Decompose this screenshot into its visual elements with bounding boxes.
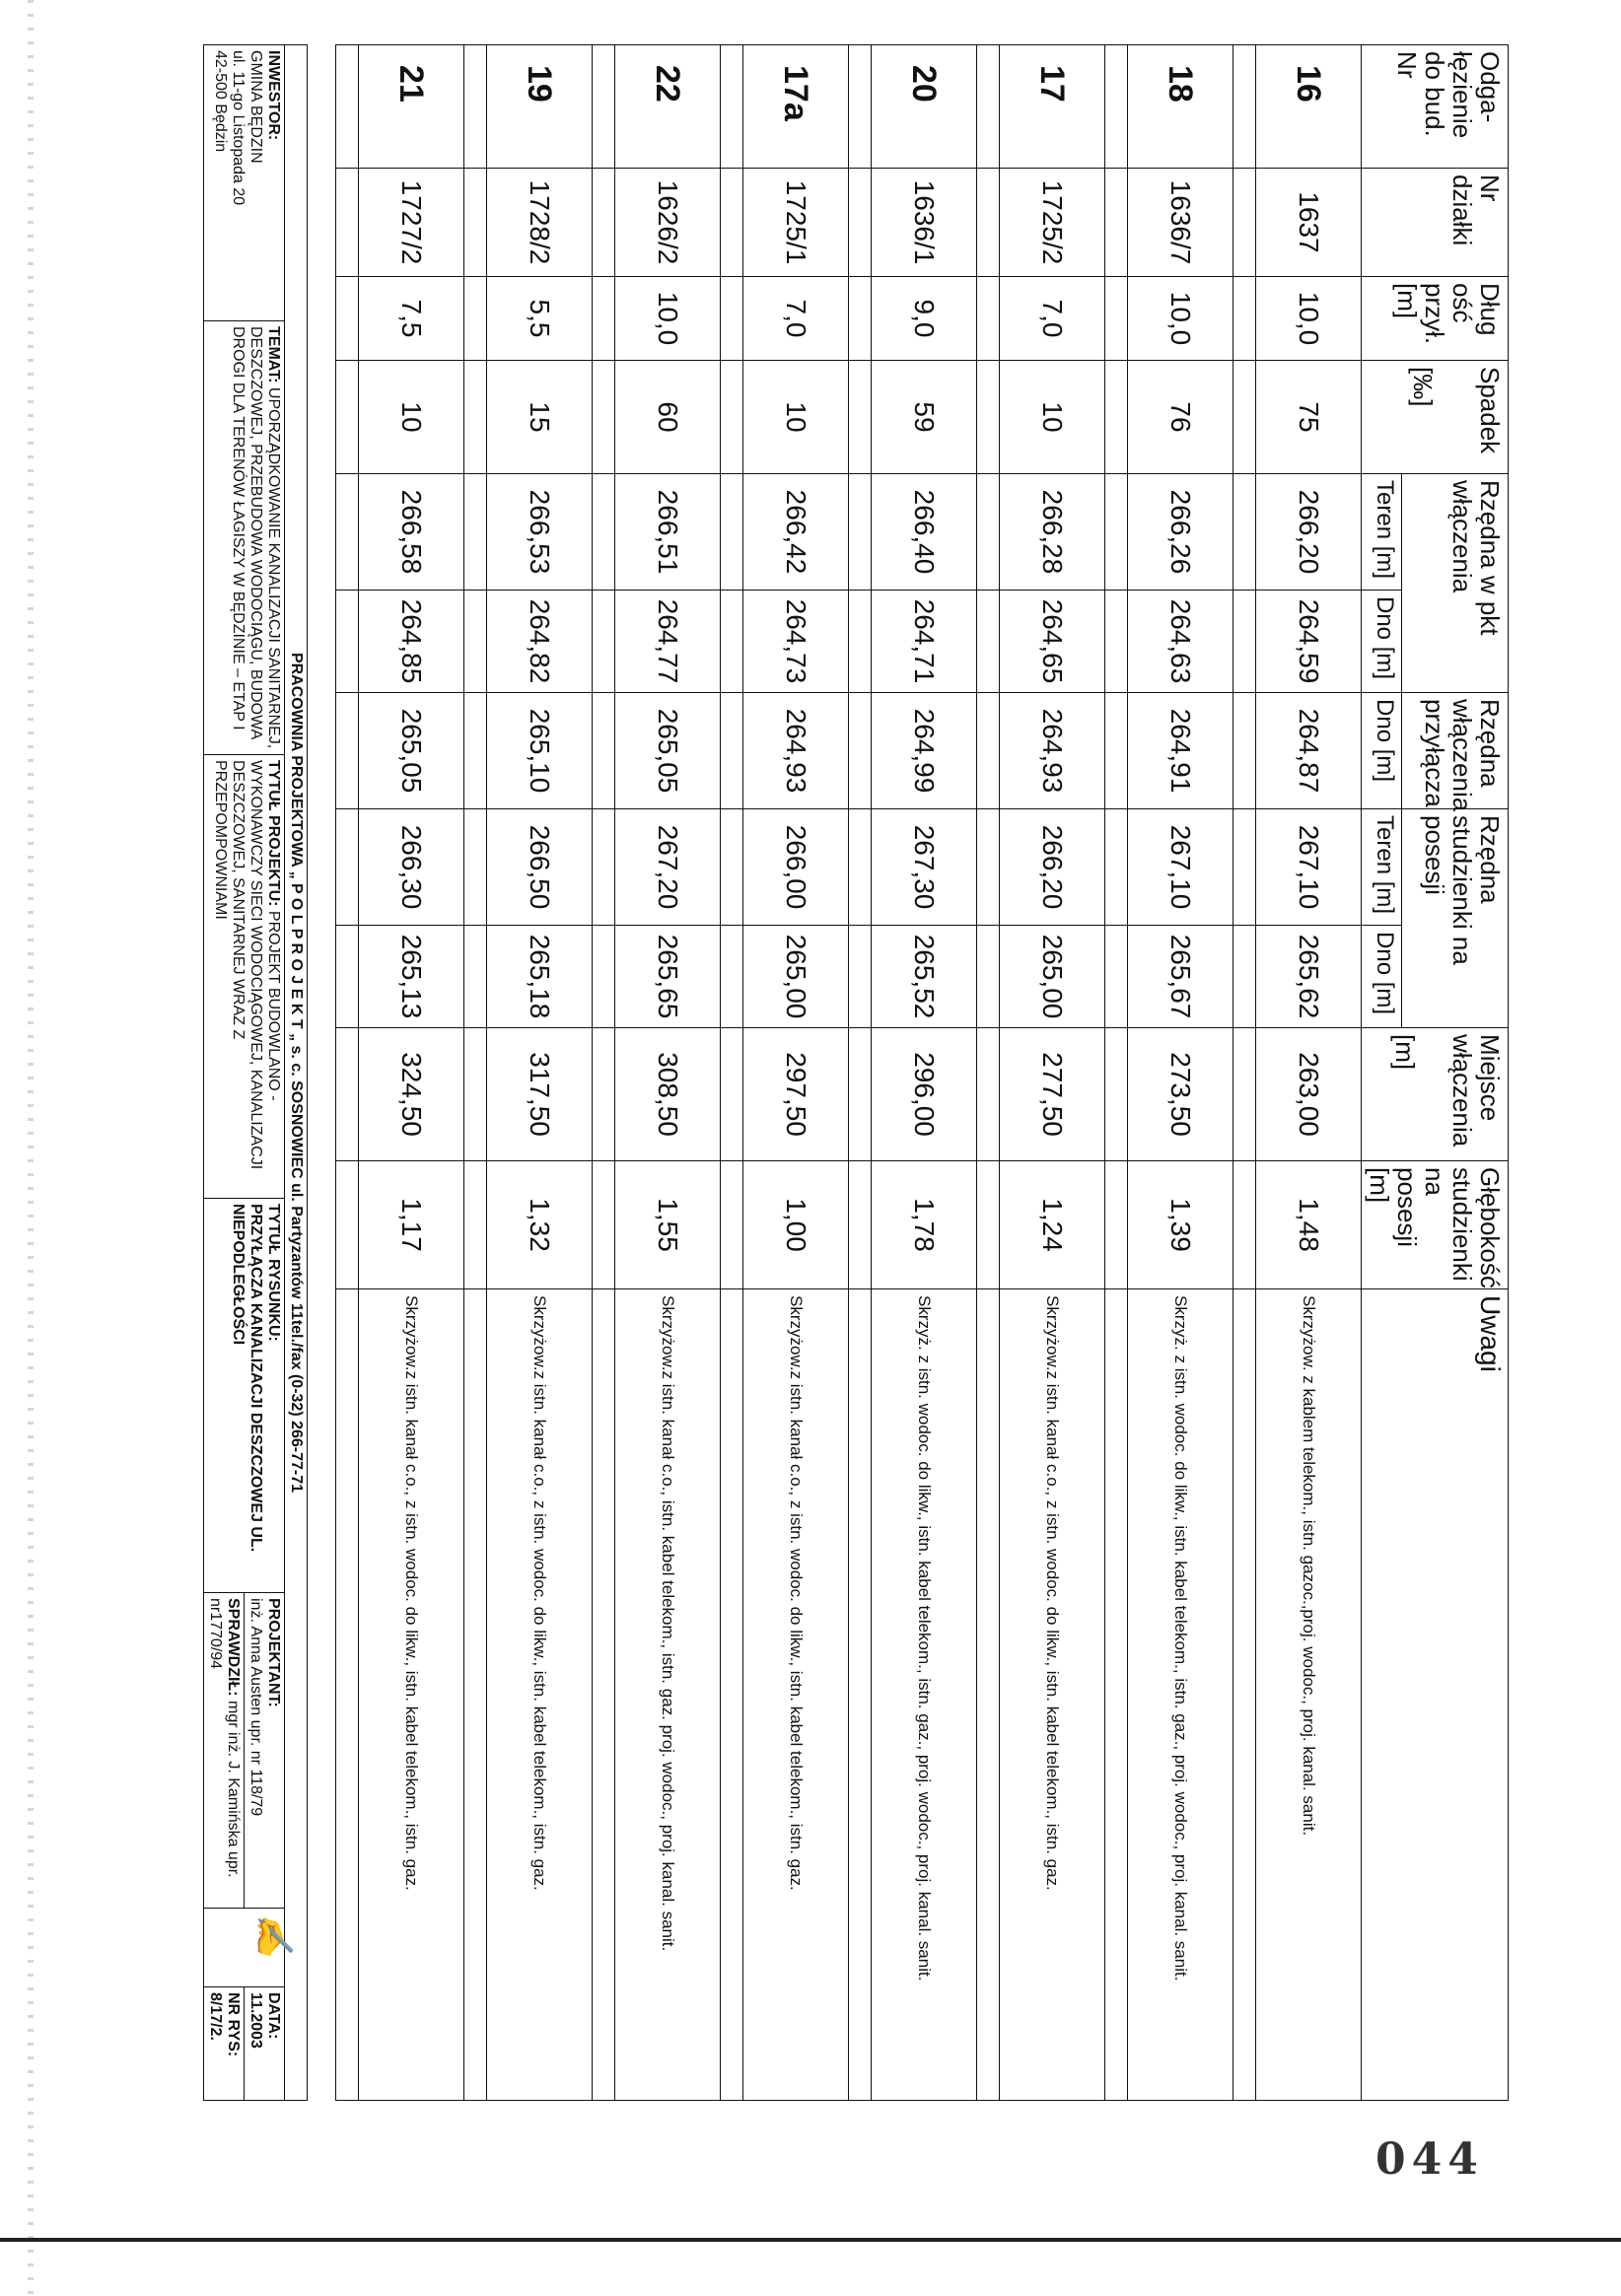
row-pkt-dno: 264,85 [359,591,464,693]
row-uwagi: Skrzyżow.z istn. kanał c.o., istn. kabel telekom., istn. gaz. proj. wodoc., proj. kanal. sanit. [615,1289,721,2101]
spacer-cell [1105,1161,1128,1289]
row-spadek: 75 [1256,361,1362,474]
spacer-cell [1105,361,1128,474]
spacer-cell [336,1028,359,1161]
spacer-cell [336,591,359,693]
tytul-projektu-text: PROJEKT BUDOWLANO -WYKONAWCZY SIECI WODOCIĄGOWEJ, KANALIZACJI DESZCZOWEJ, SANITARNEJ WRAZ Z PRZEPOMPOWNIAMI [212,760,282,1170]
spacer-cell [1105,1028,1128,1161]
spacer-cell [977,169,1000,277]
table-row [359,45,464,2101]
row-stud-teren: 266,00 [743,809,849,926]
projektant-label: PROJEKTANT: [265,1598,282,1707]
spacer-cell [1105,1289,1128,2101]
row-dzialka: 1725/1 [743,169,849,277]
row-spadek: 15 [487,361,593,474]
row-spadek: 76 [1128,361,1233,474]
spacer-cell [336,169,359,277]
spacer-cell [721,591,743,693]
row-pkt-dno: 264,63 [1128,591,1233,693]
inwestor-cell [204,45,285,321]
spacer-cell [849,926,872,1028]
spacer-cell [464,591,487,693]
spacer-cell [721,1028,743,1161]
row-glebokosc: 1,78 [872,1161,977,1289]
signature-cell [204,1909,294,1987]
row-uwagi: Skrzyż. z istn. wodoc. do likw., istn. kabel telekom., istn. gaz., proj. wodoc., proj. kanal. sanit. [1128,1289,1233,2101]
spacer-cell [849,809,872,926]
spacer-cell [849,45,872,169]
spacer-cell [593,45,615,169]
row-uwagi: Skrzyż. z istn. wodoc. do likw., istn. kabel telekom., istn. gaz., proj. wodoc., proj. kanal. sanit. [872,1289,977,2101]
spacer-cell [593,1289,615,2101]
spacer-cell [336,809,359,926]
rotated-sheet [207,44,1509,2100]
tytul-rysunku-text: PRZYŁĄCZA KANALIZACJI DESZCZOWEJ UL. NIEPODLEGŁOŚCI [230,1204,264,1553]
spacer-cell [721,474,743,591]
spacer-cell [1105,926,1128,1028]
row-stud-teren: 267,10 [1128,809,1233,926]
spacer-cell [464,809,487,926]
spacer-cell [336,926,359,1028]
temat-label: TEMAT: [265,326,282,383]
spacer-cell [464,361,487,474]
spacer-cell [1233,1161,1256,1289]
spacer-cell [336,693,359,809]
title-block-header: PRACOWNIA PROJEKTOWA „ P O L P R O J E K T „ s. c. SOSNOWIEC ul. Partyzantów 11tel./fax (0-32) 266-77-71 [285,45,308,2101]
header-nr-dzialki: Nr działki [1362,169,1509,277]
row-prz-dno: 264,93 [743,693,849,809]
spacer-cell [1105,277,1128,361]
spacer-cell [593,474,615,591]
row-nr: 17 [1000,45,1105,169]
row-pkt-dno: 264,65 [1000,591,1105,693]
row-glebokosc: 1,39 [1128,1161,1233,1289]
row-stud-dno: 265,52 [872,926,977,1028]
table-row [1000,45,1105,2101]
row-dlugosc: 7,0 [1000,277,1105,361]
table-row [872,45,977,2101]
row-prz-dno: 264,99 [872,693,977,809]
row-prz-dno: 265,10 [487,693,593,809]
row-glebokosc: 1,00 [743,1161,849,1289]
row-pkt-teren: 266,28 [1000,474,1105,591]
spacer-cell [336,45,359,169]
row-pkt-dno: 264,71 [872,591,977,693]
row-dzialka: 1727/2 [359,169,464,277]
spacer-cell [464,926,487,1028]
data-label: DATA: [265,1992,282,2040]
row-spacer [1105,45,1128,2101]
row-prz-dno: 264,87 [1256,693,1362,809]
data-cell [245,1987,285,2101]
spacer-cell [721,693,743,809]
spacer-cell [849,361,872,474]
header-uwagi: Uwagi [1362,1289,1509,2101]
spacer-cell [336,1289,359,2101]
tytul-rysunku-label: TYTUŁ RYSUNKU: [265,1204,282,1342]
page-number-stamp: 044 [1375,2134,1484,2185]
spacer-cell [977,474,1000,591]
inwestor-line-2: ul. 11-go Listopada 20 [230,50,247,206]
row-dlugosc: 5,5 [487,277,593,361]
row-nr: 20 [872,45,977,169]
nr-rys-value: 8/17/2. [207,1992,224,2041]
row-pkt-teren: 266,40 [872,474,977,591]
row-glebokosc: 1,24 [1000,1161,1105,1289]
projektant-text: inż. Anna Austen upr. nr 118/79 [247,1598,264,1817]
row-miejsce: 263,00 [1256,1028,1362,1161]
spacer-cell [849,1028,872,1161]
spacer-cell [1105,693,1128,809]
row-prz-dno: 265,05 [615,693,721,809]
row-prz-dno: 264,91 [1128,693,1233,809]
spacer-cell [1105,809,1128,926]
projektant-cell [245,1593,285,1909]
spacer-cell [1233,926,1256,1028]
row-miejsce: 296,00 [872,1028,977,1161]
row-pkt-dno: 264,77 [615,591,721,693]
spacer-cell [849,1289,872,2101]
row-stud-teren: 267,10 [1256,809,1362,926]
header-rzedna-studzienki: Rzędna studzienki na posesji [1401,809,1508,1028]
spacer-cell [1105,169,1128,277]
spacer-cell [336,1161,359,1289]
table-row [1128,45,1233,2101]
row-uwagi: Skrzyżow.z istn. kanał c.o., z istn. wodoc. do likw., istn. kabel telekom., istn. gaz. [359,1289,464,2101]
row-spadek: 10 [743,361,849,474]
row-glebokosc: 1,17 [359,1161,464,1289]
table-row [1256,45,1362,2101]
spacer-cell [1233,277,1256,361]
row-glebokosc: 1,48 [1256,1161,1362,1289]
row-stud-teren: 266,30 [359,809,464,926]
spacer-cell [464,1161,487,1289]
spacer-cell [977,361,1000,474]
spacer-cell [1233,45,1256,169]
header-rzedna-pkt: Rzędna w pkt włączenia [1401,474,1508,693]
spacer-cell [1233,1289,1256,2101]
row-miejsce: 317,50 [487,1028,593,1161]
row-dlugosc: 10,0 [615,277,721,361]
spacer-cell [593,809,615,926]
connections-table [335,44,1509,2101]
row-stud-dno: 265,18 [487,926,593,1028]
row-pkt-teren: 266,58 [359,474,464,591]
spacer-cell [977,809,1000,926]
row-miejsce: 324,50 [359,1028,464,1161]
spacer-cell [593,169,615,277]
spacer-cell [721,809,743,926]
spacer-cell [1105,591,1128,693]
spacer-cell [977,45,1000,169]
spacer-cell [464,45,487,169]
row-spacer [1233,45,1256,2101]
spacer-cell [977,1289,1000,2101]
spacer-cell [849,591,872,693]
row-nr: 21 [359,45,464,169]
table-body [336,45,1362,2101]
row-nr: 18 [1128,45,1233,169]
row-spacer [593,45,615,2101]
spacer-cell [721,926,743,1028]
row-dzialka: 1725/2 [1000,169,1105,277]
spacer-cell [721,1289,743,2101]
row-spadek: 10 [359,361,464,474]
spacer-cell [593,1028,615,1161]
spacer-cell [1233,169,1256,277]
header-spadek-label: Spadek [1475,367,1505,454]
table-row [743,45,849,2101]
row-stud-dno: 265,00 [1000,926,1105,1028]
inwestor-label: INWESTOR: [265,50,282,141]
spacer-cell [336,361,359,474]
spacer-cell [464,474,487,591]
spacer-cell [1105,45,1128,169]
spacer-cell [593,361,615,474]
row-stud-teren: 266,50 [487,809,593,926]
spacer-cell [464,277,487,361]
row-dzialka: 1626/2 [615,169,721,277]
spacer-cell [849,1161,872,1289]
row-pkt-dno: 264,59 [1256,591,1362,693]
row-stud-dno: 265,00 [743,926,849,1028]
row-dzialka: 1636/1 [872,169,977,277]
row-stud-dno: 265,65 [615,926,721,1028]
spacer-cell [977,1028,1000,1161]
header-miejsce-unit: [m] [1390,1034,1420,1071]
spacer-cell [593,693,615,809]
header-glebokosc: Głębokość studzienki na posesji [m] [1362,1161,1509,1289]
row-spacer [849,45,872,2101]
spacer-cell [849,277,872,361]
subheader-pkt-dno: Dno [m] [1362,591,1402,693]
spacer-cell [593,277,615,361]
row-miejsce: 308,50 [615,1028,721,1161]
row-miejsce: 277,50 [1000,1028,1105,1161]
row-spacer [464,45,487,2101]
spacer-cell [1233,693,1256,809]
row-dlugosc: 7,0 [743,277,849,361]
row-pkt-dno: 264,73 [743,591,849,693]
spacer-cell [977,1161,1000,1289]
spacer-cell [593,591,615,693]
row-pkt-teren: 266,51 [615,474,721,591]
spacer-cell [721,169,743,277]
tytul-rysunku-cell [204,1199,285,1593]
data-value: 11.2003 [247,1992,264,2049]
row-uwagi: Skrzyżow. z kablem telekom., istn. gazoc.,proj. wodoc., proj. kanal. sanit. [1256,1289,1362,2101]
spacer-cell [593,926,615,1028]
inwestor-line-3: 42-500 Będzin [212,50,229,153]
row-nr: 16 [1256,45,1362,169]
row-dzialka: 1637 [1256,169,1362,277]
scan-edge-dots [28,0,34,2296]
row-nr: 17a [743,45,849,169]
row-stud-teren: 267,20 [615,809,721,926]
header-spadek-unit: [‰] [1408,367,1438,407]
row-spacer [336,45,359,2101]
header-spadek [1362,361,1509,474]
sprawdzil-label: SPRAWDZIŁ: [225,1598,242,1697]
spacer-cell [1233,591,1256,693]
sprawdzil-text: mgr inż. J. Kamińska upr. nr1770/94 [207,1598,242,1878]
row-spadek: 60 [615,361,721,474]
row-stud-teren: 266,20 [1000,809,1105,926]
row-spadek: 59 [872,361,977,474]
row-spacer [977,45,1000,2101]
row-nr: 19 [487,45,593,169]
spacer-cell [1233,474,1256,591]
row-spadek: 10 [1000,361,1105,474]
row-miejsce: 273,50 [1128,1028,1233,1161]
sprawdzil-cell [204,1593,245,1909]
row-dzialka: 1636/7 [1128,169,1233,277]
row-prz-dno: 265,05 [359,693,464,809]
row-uwagi: Skrzyżow.z istn. kanał c.o., z istn. wodoc. do likw., istn. kabel telekom., istn. gaz. [743,1289,849,2101]
row-spacer [721,45,743,2101]
spacer-cell [336,277,359,361]
spacer-cell [849,693,872,809]
spacer-cell [721,45,743,169]
spacer-cell [464,169,487,277]
row-dlugosc: 10,0 [1256,277,1362,361]
spacer-cell [849,169,872,277]
header-odgalezienie: Odga-łęzienie do bud. Nr [1362,45,1509,169]
spacer-cell [977,591,1000,693]
row-uwagi: Skrzyżow.z istn. kanał c.o., z istn. wodoc. do likw., istn. kabel telekom., istn. gaz. [487,1289,593,2101]
table-row [487,45,593,2101]
row-glebokosc: 1,32 [487,1161,593,1289]
row-pkt-teren: 266,26 [1128,474,1233,591]
spacer-cell [977,926,1000,1028]
row-uwagi: Skrzyżow.z istn. kanał c.o., z istn. wodoc. do likw., istn. kabel telekom., istn. gaz. [1000,1289,1105,2101]
temat-text: UPORZĄDKOWANIE KANALIZACJI SANITARNEJ, DESZCZOWEJ, PRZEBUDOWA WODOCIĄGU, BUDOWA DROGI DLA TERENÓW ŁAGISZY W BĘDZINIE – ETAP I [230,326,282,749]
row-pkt-teren: 266,20 [1256,474,1362,591]
spacer-cell [1233,361,1256,474]
spacer-cell [977,277,1000,361]
row-nr: 22 [615,45,721,169]
inwestor-line-1: GMINA BĘDZIN [247,50,264,164]
row-stud-dno: 265,13 [359,926,464,1028]
row-pkt-teren: 266,53 [487,474,593,591]
row-dlugosc: 9,0 [872,277,977,361]
spacer-cell [336,474,359,591]
spacer-cell [593,1161,615,1289]
subheader-stud-teren: Teren [m] [1362,809,1402,926]
row-stud-teren: 267,30 [872,809,977,926]
spacer-cell [977,693,1000,809]
spacer-cell [1233,809,1256,926]
row-stud-dno: 265,67 [1128,926,1233,1028]
tytul-projektu-cell [204,755,285,1199]
subheader-prz-dno: Dno [m] [1362,693,1402,809]
spacer-cell [721,361,743,474]
row-miejsce: 297,50 [743,1028,849,1161]
row-stud-dno: 265,62 [1256,926,1362,1028]
tytul-projektu-label: TYTUŁ PROJEKTU: [265,760,282,907]
row-glebokosc: 1,55 [615,1161,721,1289]
row-pkt-teren: 266,42 [743,474,849,591]
temat-cell [204,321,285,755]
spacer-cell [464,1289,487,2101]
row-prz-dno: 264,93 [1000,693,1105,809]
handwritten-signature: ✍ [253,1913,294,1958]
subheader-pkt-teren: Teren [m] [1362,474,1402,591]
title-block [203,44,308,2101]
spacer-cell [464,1028,487,1161]
header-miejsce-label: Miejsce włączenia [1447,1034,1505,1148]
row-dlugosc: 10,0 [1128,277,1233,361]
header-dlugosc: Dług ość przył. [m] [1362,277,1509,361]
spacer-cell [849,474,872,591]
spacer-cell [721,1161,743,1289]
row-dzialka: 1728/2 [487,169,593,277]
nr-rys-cell [204,1987,245,2101]
bottom-scan-line [0,2238,1621,2242]
nr-rys-label: NR RYS: [225,1992,242,2057]
spacer-cell [1233,1028,1256,1161]
subheader-stud-dno: Dno [m] [1362,926,1402,1028]
header-rzedna-wl-przylacza: Rzędna włączenia przyłącza [1401,693,1508,809]
spacer-cell [1105,474,1128,591]
row-pkt-dno: 264,82 [487,591,593,693]
row-dlugosc: 7,5 [359,277,464,361]
spacer-cell [721,277,743,361]
header-miejsce [1362,1028,1509,1161]
table-row [615,45,721,2101]
spacer-cell [464,693,487,809]
